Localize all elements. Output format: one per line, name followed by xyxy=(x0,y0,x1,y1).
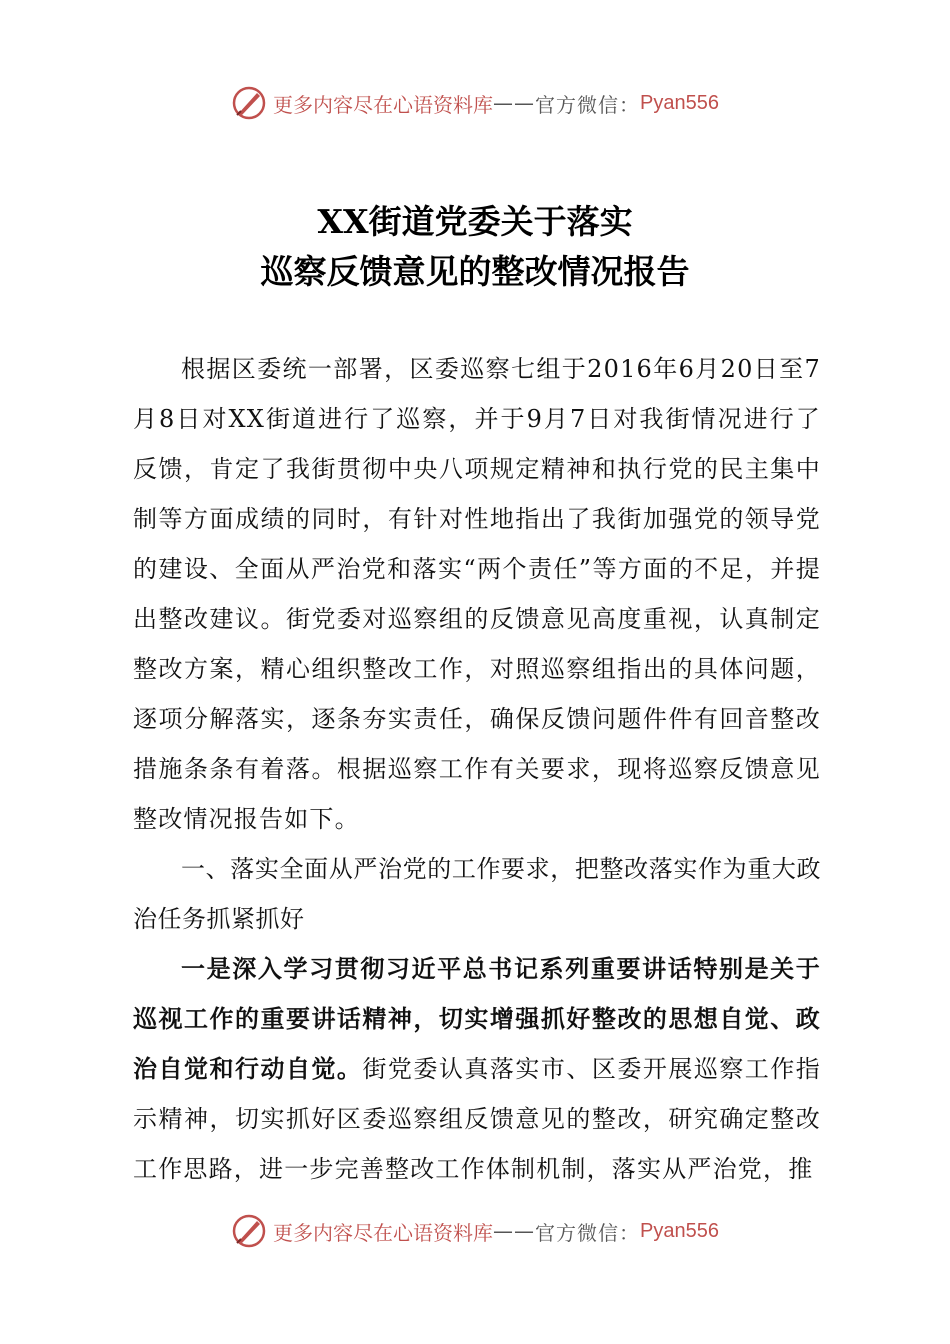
section-heading-1: 一、落实全面从严治党的工作要求，把整改落实作为重大政治任务抓紧抓好 xyxy=(133,855,821,933)
document-body xyxy=(133,344,821,1194)
document-title-line2: 巡察反馈意见的整改情况报告 xyxy=(260,252,690,291)
quill-logo-icon xyxy=(231,85,267,121)
watermark-banner-top xyxy=(0,83,950,123)
point-1-text: 街党委认真落实市、区委开展巡察工作指示精神，切实抓好区委巡察组反馈意见的整改，研究确定整改工作思路，进一步完善整改工作体制机制，落实从严治党，推 xyxy=(133,1055,821,1183)
point-1-bold-lead: 一是深入学习贯彻习近平总书记系列重要讲话特别是关于巡视工作的重要讲话精神，切实增强抓好整改的思想自觉、政治自觉和行动自觉。 xyxy=(133,954,821,1083)
quill-logo-icon xyxy=(231,1213,267,1249)
watermark-banner-bottom xyxy=(0,1211,950,1251)
watermark-main-text: 更多内容尽在心语资料库 xyxy=(273,1220,494,1245)
watermark-main-text: 更多内容尽在心语资料库 xyxy=(273,92,494,117)
intro-paragraph: 根据区委统一部署，区委巡察七组于2016年6月20日至7月8日对XX街道进行了巡察，并于9月7日对我街情况进行了反馈，肯定了我街贯彻中央八项规定精神和执行党的民主集中制等方面成绩的同时，有针对性地指出了我街加强党的领导党的建设、全面从严治党和落实“两个责任”等方面的不足，并提出整改建议。街党委对巡察组的反馈意见高度重视，认真制定整改方案，精心组织整改工作，对照巡察组指出的具体问题，逐项分解落实，逐条夯实责任，确保反馈问题件件有回音整改措施条条有着落。根据巡察工作有关要求，现将巡察反馈意见整改情况报告如下。 xyxy=(133,355,821,833)
watermark-wechat-id: Pyan556 xyxy=(640,91,719,114)
watermark-sub-text: 官方微信： xyxy=(535,92,641,117)
document-title-line1: XX街道党委关于落实 xyxy=(317,202,633,241)
point-paragraph-1 xyxy=(133,944,821,1194)
watermark-wechat-id: Pyan556 xyxy=(640,1219,719,1242)
watermark-sub-text: 官方微信： xyxy=(535,1220,641,1245)
watermark-dash: —— xyxy=(493,1219,536,1243)
watermark-dash: —— xyxy=(493,91,536,115)
